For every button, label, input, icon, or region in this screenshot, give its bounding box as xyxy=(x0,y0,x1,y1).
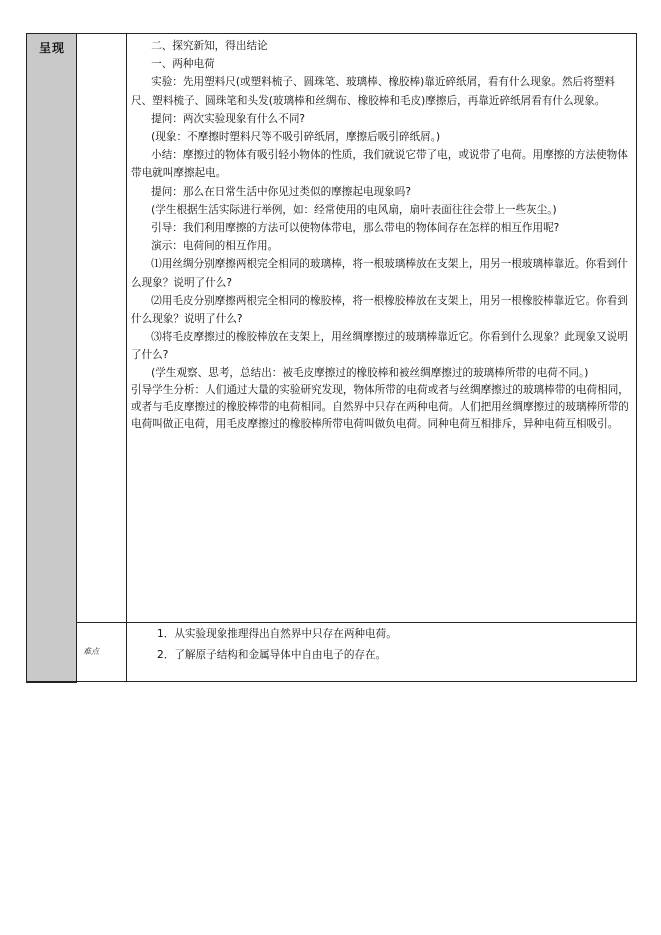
demo-text: 演示：电荷间的相互作用。 xyxy=(151,240,279,253)
guide-text: 引导：我们利用摩擦的方法可以使物体带电，那么带电的物体间存在怎样的相互作用呢? xyxy=(151,222,560,235)
column-divider-1 xyxy=(76,33,77,681)
column-divider-2 xyxy=(126,33,127,681)
student-examples: (学生根据生活实际进行举例，如：经常使用的电风扇，扇叶表面往往会带上一些灰尘。) xyxy=(151,203,557,216)
table-border-right xyxy=(636,33,637,681)
difficulty-item-1: 1．从实验现象推理得出自然界中只存在两种电荷。 xyxy=(157,628,397,640)
analysis-text: 引导学生分析：人们通过大量的实验研究发现，物体所带的电荷或者与丝绸摩擦过的玻璃棒带的电荷相同，或者与毛皮摩擦过的橡胶棒带的电荷相同。自然界中只存在两种电荷。人们把用丝绸摩擦过的玻璃棒所带的电荷叫做正电荷，用毛皮摩擦过的橡胶棒所带电荷叫做负电荷。同种电荷互相排斥，异种电荷互相吸引。 xyxy=(131,383,629,430)
difficulty-list xyxy=(157,624,627,666)
demo-step-1: ⑴用丝绸分别摩擦两根完全相同的玻璃棒，将一根玻璃棒放在支架上，用另一根玻璃棒靠近。你看到什么现象？说明了什么? xyxy=(131,258,628,289)
summary-text: 小结：摩擦过的物体有吸引轻小物体的性质，我们就说它带了电，或说带了电荷。用摩擦的方法使物体带电就叫摩擦起电。 xyxy=(131,149,628,180)
difficulty-item-2: 2．了解原子结构和金属导体中自由电子的存在。 xyxy=(157,649,387,661)
experiment-text: 实验：先用塑料尺(或塑料梳子、圆珠笔、玻璃棒、橡胶棒)靠近碎纸屑，看有什么现象。然后将塑料尺、塑料梳子、圆珠笔和头发(玻璃棒和丝绸布、橡胶棒和毛皮)摩擦后，再靠近碎纸屑看有什么现象。 xyxy=(131,76,615,107)
table-border-top xyxy=(26,33,636,34)
row-label-cell xyxy=(26,33,77,683)
difficulty-label: 难点 xyxy=(83,647,99,656)
phenomenon-text: (现象：不摩擦时塑料尺等不吸引碎纸屑，摩擦后吸引碎纸屑。) xyxy=(151,131,441,144)
demo-step-3: ⑶将毛皮摩擦过的橡胶棒放在支架上，用丝绸摩擦过的玻璃棒靠近它。你看到什么现象？此现象又说明了什么? xyxy=(131,331,628,362)
question-1: 提问：两次实验现象有什么不同? xyxy=(151,112,306,125)
teaching-content xyxy=(131,37,633,433)
question-2: 提问：那么在日常生活中你见过类似的摩擦起电现象吗? xyxy=(151,185,411,198)
row-divider xyxy=(76,622,636,623)
sub-heading: 一、两种电荷 xyxy=(151,58,215,71)
observation-text: (学生观察、思考，总结出：被毛皮摩擦过的橡胶棒和被丝绸摩擦过的玻璃棒所带的电荷不同。) xyxy=(151,366,589,379)
demo-step-2: ⑵用毛皮分别摩擦两根完全相同的橡胶棒，将一根橡胶棒放在支架上，用另一根橡胶棒靠近它。你看到什么现象？说明了什么? xyxy=(131,294,628,326)
row-label: 呈现 xyxy=(39,41,66,55)
table-border-bottom xyxy=(26,681,637,682)
section-heading: 二、探究新知，得出结论 xyxy=(151,40,268,52)
